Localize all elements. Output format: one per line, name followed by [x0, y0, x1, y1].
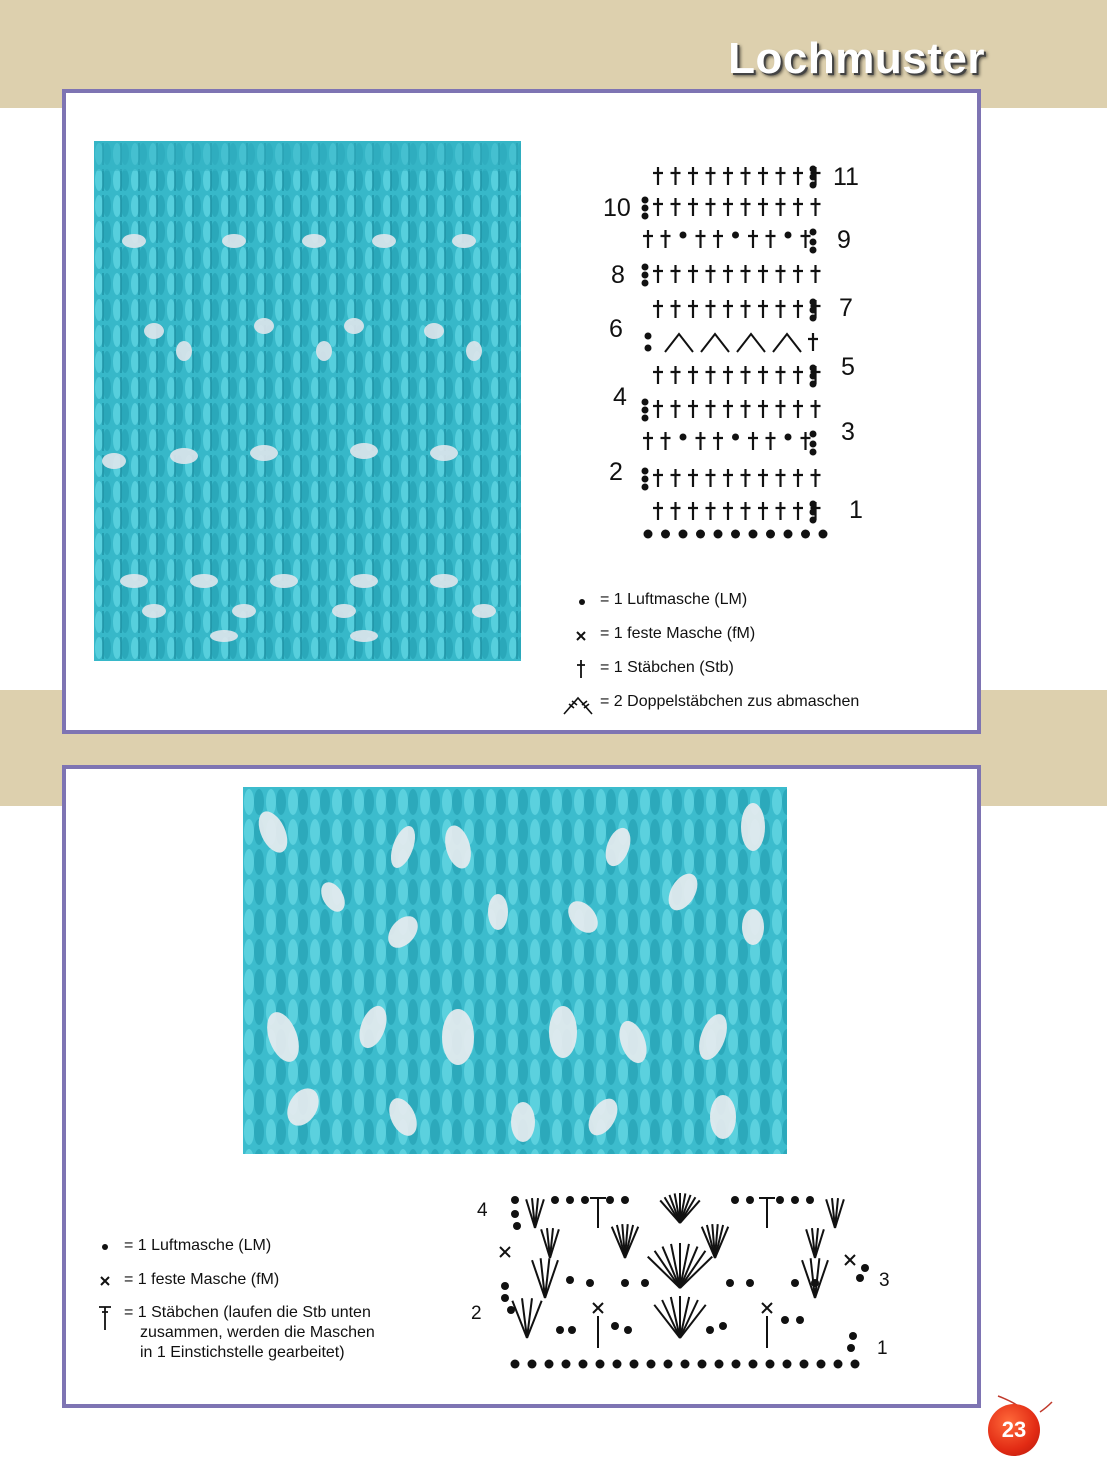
stitch-chain [766, 1360, 775, 1369]
stitch-stb [793, 502, 803, 520]
stitch-chain [642, 415, 649, 422]
stitch-stb [758, 366, 768, 384]
stitch-chain [642, 205, 649, 212]
stitch-chain [732, 1360, 741, 1369]
stitch-chain [791, 1196, 799, 1204]
row-number: 1 [877, 1338, 888, 1359]
stitch-stb [723, 265, 733, 283]
stitch-chain [501, 1294, 509, 1302]
stitch-chain [810, 229, 817, 236]
stitch-chain [784, 530, 793, 539]
stitch-cluster [737, 334, 765, 352]
stitch-chain [511, 1210, 519, 1218]
stitch-stb [688, 469, 698, 487]
stitch-chain [545, 1360, 554, 1369]
stitch-chain [783, 1360, 792, 1369]
stitch-stb [776, 400, 786, 418]
legend-text: = 1 Stäbchen (Stb) [600, 659, 734, 676]
stitch-stb [741, 502, 751, 520]
stitch-stb [741, 265, 751, 283]
stitch-stb [793, 366, 803, 384]
stitch-chain [847, 1344, 855, 1352]
stitch-stb [688, 502, 698, 520]
stitch-chain [810, 517, 817, 524]
stitch-chain [613, 1360, 622, 1369]
legend-text: = 1 feste Masche (fM) [600, 625, 756, 642]
stitch-chain [766, 530, 775, 539]
stitch-stb [671, 167, 681, 185]
chain-dot-icon [560, 590, 598, 612]
stitch-stb [811, 400, 821, 418]
stitch-stb [776, 265, 786, 283]
stitch-stb [723, 400, 733, 418]
stitch-chain [606, 1196, 614, 1204]
stitch-stb [653, 300, 663, 318]
stitch-stb [776, 300, 786, 318]
stitch-stb [793, 400, 803, 418]
crochet-photo-1 [94, 141, 521, 661]
stitch-stb [758, 167, 768, 185]
single-crochet-x-icon [560, 624, 598, 646]
page-number: 23 [988, 1404, 1040, 1456]
stitch-stb [758, 265, 768, 283]
row-number: 2 [609, 458, 623, 486]
stitch-chain [661, 530, 670, 539]
stitch-stb [671, 265, 681, 283]
stitch-chain [810, 182, 817, 189]
stitch-chain [680, 434, 687, 441]
stitch-chain [681, 1360, 690, 1369]
stitch-chart-1 [595, 150, 885, 555]
stitch-chain [624, 1326, 632, 1334]
stitch-chain [642, 213, 649, 220]
stitch-stb [811, 469, 821, 487]
stitch-stb [661, 432, 671, 450]
stitch-chain [746, 1196, 754, 1204]
stitch-stb [723, 300, 733, 318]
stitch-stb [741, 167, 751, 185]
row-number: 2 [471, 1303, 482, 1324]
stitch-stb [688, 400, 698, 418]
stitch-stb [653, 469, 663, 487]
stitch-chain [507, 1306, 515, 1314]
stitch-stb [793, 469, 803, 487]
stitch-stb [653, 265, 663, 283]
stitch-chain [810, 174, 817, 181]
stitch-chain [785, 434, 792, 441]
stitch-chain [810, 441, 817, 448]
legend-text: = 1 feste Masche (fM) [124, 1271, 280, 1288]
stitch-stb [688, 300, 698, 318]
stitch-stb [811, 198, 821, 216]
stitch-sc [593, 1303, 603, 1313]
legend-text: zusammen, werden die Maschen [140, 1324, 375, 1341]
stitch-chain [642, 468, 649, 475]
stitch-chain [834, 1360, 843, 1369]
stitch-chain [861, 1264, 869, 1272]
stitch-chain [511, 1196, 519, 1204]
stitch-stb [741, 198, 751, 216]
row-number: 5 [841, 353, 855, 381]
stitch-sc [845, 1255, 855, 1265]
stitch-chain [664, 1360, 673, 1369]
stitch-stb [696, 230, 706, 248]
row-number: 11 [833, 163, 859, 191]
stitch-chain [513, 1222, 521, 1230]
stitch-stb [801, 230, 811, 248]
stitch-chain [551, 1196, 559, 1204]
stitch-stb [758, 300, 768, 318]
legend-text: = 1 Stäbchen (laufen die Stb unten [124, 1304, 371, 1321]
single-crochet-x-icon [96, 1270, 120, 1292]
stitch-chain [749, 1360, 758, 1369]
stitch-chain [810, 449, 817, 456]
stitch-stb [793, 167, 803, 185]
stitch-chain [586, 1279, 594, 1287]
stitch-chain [621, 1279, 629, 1287]
row-number: 8 [611, 261, 625, 289]
stitch-stb [706, 167, 716, 185]
stitch-chain [679, 530, 688, 539]
legend-text: = 2 Doppelstäbchen zus abmaschen [600, 693, 860, 710]
stitch-stb [706, 366, 716, 384]
stitch-stb [706, 198, 716, 216]
stitch-stb [758, 198, 768, 216]
stitch-stb [653, 167, 663, 185]
stitch-stb [688, 167, 698, 185]
stitch-stb [741, 300, 751, 318]
chain-dot-icon [96, 1236, 120, 1258]
row-number: 1 [849, 496, 863, 524]
stitch-chain [791, 1279, 799, 1287]
stitch-chain [856, 1274, 864, 1282]
stitch-chain [800, 1360, 809, 1369]
stitch-stb [706, 469, 716, 487]
stitch-chain [645, 333, 652, 340]
stitch-stb [706, 400, 716, 418]
legend-text: in 1 Einstichstelle gearbeitet) [140, 1344, 345, 1361]
stitch-chain [781, 1316, 789, 1324]
stitch-chain [511, 1360, 520, 1369]
stitch-stb [776, 502, 786, 520]
stitch-chain [647, 1360, 656, 1369]
stitch-chain [726, 1279, 734, 1287]
stitch-chain [611, 1322, 619, 1330]
stitch-chain [810, 166, 817, 173]
stitch-stb [671, 198, 681, 216]
stitch-chain [785, 232, 792, 239]
stitch-stb [723, 469, 733, 487]
stitch-chain [579, 1360, 588, 1369]
stitch-chain [776, 1196, 784, 1204]
stitch-chain [680, 232, 687, 239]
stitch-stb [713, 230, 723, 248]
stitch-chain [749, 530, 758, 539]
stitch-chain [810, 315, 817, 322]
stitch-chain [642, 399, 649, 406]
stitch-stb [671, 400, 681, 418]
stitch-chain [566, 1196, 574, 1204]
stitch-chain [696, 530, 705, 539]
stitch-stb [758, 469, 768, 487]
stitch-chain [566, 1276, 574, 1284]
stitch-stb [758, 400, 768, 418]
stitch-chain [810, 239, 817, 246]
stitch-chain [719, 1322, 727, 1330]
stitch-stb [723, 198, 733, 216]
stitch-cluster [701, 334, 729, 352]
row-number: 10 [603, 194, 631, 222]
stitch-chain [796, 1316, 804, 1324]
legend-text: = 1 Luftmasche (LM) [600, 591, 748, 608]
stitch-stb [706, 502, 716, 520]
stitch-stb [776, 167, 786, 185]
stitch-chain [501, 1282, 509, 1290]
stitch-stb [741, 400, 751, 418]
stitch-chain [810, 299, 817, 306]
stitch-chain [528, 1360, 537, 1369]
stitch-stb [766, 432, 776, 450]
stitch-stb [723, 366, 733, 384]
stitch-chain [732, 434, 739, 441]
stitch-chain [811, 1279, 819, 1287]
stitch-stb [653, 400, 663, 418]
stitch-chain [746, 1279, 754, 1287]
stitch-stb [801, 432, 811, 450]
stitch-stb [741, 469, 751, 487]
stitch-sc [500, 1247, 510, 1257]
double-crochet-icon [560, 658, 598, 680]
row-number: 3 [841, 418, 855, 446]
stitch-chain [810, 431, 817, 438]
stitch-stb [671, 366, 681, 384]
stitch-chart-2 [465, 1188, 905, 1383]
row-number: 4 [477, 1200, 488, 1221]
stitch-stb [723, 502, 733, 520]
stitch-chain [644, 530, 653, 539]
stitch-stb [713, 432, 723, 450]
stitch-chain [642, 272, 649, 279]
stitch-stb [811, 265, 821, 283]
stitch-chain [801, 530, 810, 539]
stitch-stb [671, 502, 681, 520]
stitch-stb [653, 502, 663, 520]
stitch-stb [688, 366, 698, 384]
stitch-cluster [665, 334, 693, 352]
stitch-chain [819, 530, 828, 539]
stitch-sc [762, 1303, 772, 1313]
stitch-chain [642, 280, 649, 287]
stitch-chain [568, 1326, 576, 1334]
stitch-chain [851, 1360, 860, 1369]
stitch-chain [806, 1196, 814, 1204]
stitch-chain [698, 1360, 707, 1369]
row-number: 4 [613, 383, 627, 411]
stitch-chain [810, 365, 817, 372]
stitch-stb [776, 366, 786, 384]
stitch-chain [817, 1360, 826, 1369]
cluster-icon [560, 692, 598, 714]
stitch-stb [688, 198, 698, 216]
stitch-stb [643, 230, 653, 248]
stitch-stb [758, 502, 768, 520]
stitch-chain [581, 1196, 589, 1204]
stitch-stb [653, 198, 663, 216]
stitch-stb [741, 366, 751, 384]
stitch-stb [808, 333, 818, 351]
stitch-chain [630, 1360, 639, 1369]
stitch-cluster [773, 334, 801, 352]
row-number: 6 [609, 315, 623, 343]
stitch-chain [731, 530, 740, 539]
stitch-stb [766, 230, 776, 248]
row-number: 7 [839, 294, 853, 322]
stitch-chain [645, 345, 652, 352]
stitch-stb [776, 469, 786, 487]
stitch-chain [849, 1332, 857, 1340]
stitch-stb [748, 432, 758, 450]
stitch-chain [562, 1360, 571, 1369]
stitch-stb [776, 198, 786, 216]
crochet-photo-2 [243, 787, 787, 1154]
stitch-chain [731, 1196, 739, 1204]
stitch-chain [810, 509, 817, 516]
stitch-stb [661, 230, 671, 248]
row-number: 3 [879, 1270, 890, 1291]
stitch-chain [642, 476, 649, 483]
stitch-chain [642, 197, 649, 204]
stitch-chain [810, 501, 817, 508]
stitch-stb [748, 230, 758, 248]
stitch-chain [715, 1360, 724, 1369]
stitch-stb [706, 265, 716, 283]
stitch-chain [621, 1196, 629, 1204]
stitch-stb [671, 300, 681, 318]
page-title: Lochmuster [728, 34, 985, 83]
stitch-stb [688, 265, 698, 283]
double-crochet-icon [96, 1304, 120, 1326]
legend-text: = 1 Luftmasche (LM) [124, 1237, 272, 1254]
stitch-chain [810, 381, 817, 388]
stitch-stb [696, 432, 706, 450]
stitch-chain [732, 232, 739, 239]
stitch-chain [714, 530, 723, 539]
stitch-stb [723, 167, 733, 185]
stitch-stb [671, 469, 681, 487]
stitch-stb [653, 366, 663, 384]
row-number: 9 [837, 226, 851, 254]
stitch-chain [706, 1326, 714, 1334]
stitch-chain [596, 1360, 605, 1369]
stitch-stb [793, 300, 803, 318]
stitch-chain [556, 1326, 564, 1334]
stitch-stb [706, 300, 716, 318]
stitch-stb [643, 432, 653, 450]
stitch-chain [641, 1279, 649, 1287]
stitch-chain [810, 247, 817, 254]
stitch-stb [793, 198, 803, 216]
stitch-chain [810, 307, 817, 314]
stitch-chain [642, 484, 649, 491]
stitch-chain [642, 407, 649, 414]
stitch-chain [642, 264, 649, 271]
stitch-stb [793, 265, 803, 283]
stitch-chain [810, 373, 817, 380]
